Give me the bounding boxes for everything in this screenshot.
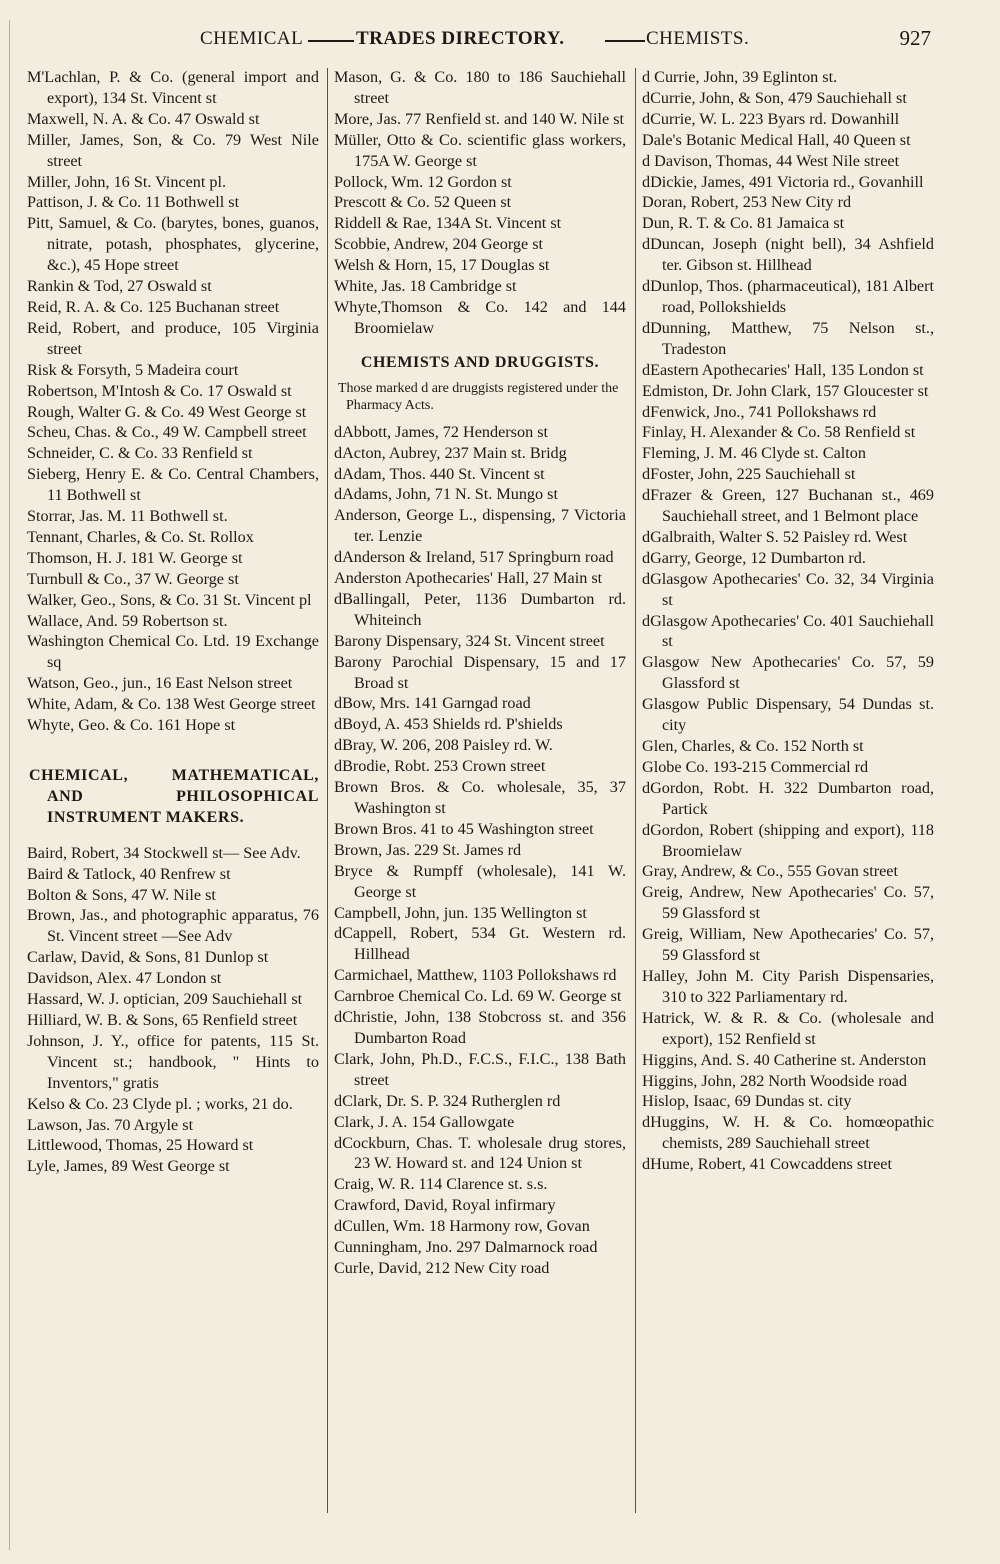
column-3 — [642, 67, 934, 1175]
directory-entry: Brown, Jas., and photographic apparatus, 76 St. Vincent street —See Adv — [27, 906, 319, 946]
directory-entry: Hatrick, W. & R. & Co. (wholesale and export), 152 Renfield st — [642, 1008, 934, 1048]
directory-entry: Brown Bros. & Co. wholesale, 35, 37 Washington st — [334, 778, 626, 817]
directory-entry: Hilliard, W. B. & Sons, 65 Renfield street — [27, 1010, 298, 1029]
directory-entry: Pollock, Wm. 12 Gordon st — [334, 172, 512, 191]
directory-entry: Robertson, M'Intosh & Co. 17 Oswald st — [27, 381, 292, 400]
directory-entry: dDuncan, Joseph (night bell), 34 Ashfield ter. Gibson st. Hillhead — [642, 235, 934, 275]
column-rule-1 — [327, 68, 328, 1513]
directory-entry: Scobbie, Andrew, 204 George st — [334, 235, 544, 254]
directory-entry: Lawson, Jas. 70 Argyle st — [27, 1115, 194, 1134]
directory-entry: dEastern Apothecaries' Hall, 135 London st — [642, 360, 924, 379]
directory-entry: Reid, Robert, and produce, 105 Virginia street — [27, 318, 319, 358]
directory-entry: Baird & Tatlock, 40 Renfrew st — [27, 864, 231, 883]
directory-entry: dBrodie, Robt. 253 Crown street — [334, 757, 546, 776]
directory-entry: M'Lachlan, P. & Co. (general import and export), 134 St. Vincent st — [27, 68, 319, 107]
directory-entry: dDickie, James, 491 Victoria rd., Govanhill — [642, 172, 924, 191]
directory-entry: Clark, John, Ph.D., F.C.S., F.I.C., 138 Bath street — [334, 1049, 626, 1089]
directory-entry: Glen, Charles, & Co. 152 North st — [642, 737, 864, 755]
directory-entry: dHume, Robert, 41 Cowcaddens street — [642, 1155, 892, 1174]
directory-entry: Wallace, And. 59 Robertson st. — [27, 611, 228, 630]
directory-entry: dAdams, John, 71 N. St. Mungo st — [334, 485, 558, 504]
directory-entry: Müller, Otto & Co. scientific glass workers, 175A W. George st — [334, 130, 626, 170]
directory-entry: Fleming, J. M. 46 Clyde st. Calton — [642, 444, 866, 463]
directory-entry: Greig, Andrew, New Apothecaries' Co. 57, 59 Glassford st — [642, 883, 934, 923]
directory-entry: dBoyd, A. 453 Shields rd. P'shields — [334, 715, 563, 734]
directory-entry: Carlaw, David, & Sons, 81 Dunlop st — [27, 948, 269, 967]
directory-entry: Littlewood, Thomas, 25 Howard st — [27, 1136, 254, 1155]
directory-entry: Anderson, George L., dispensing, 7 Victoria ter. Lenzie — [334, 506, 626, 546]
directory-entry: Watson, Geo., jun., 16 East Nelson street — [27, 674, 293, 693]
col2-section-entries — [334, 422, 626, 1279]
directory-entry: Mason, G. & Co. 180 to 186 Sauchiehall street — [334, 68, 626, 107]
col1-entries — [27, 67, 319, 736]
page-edge-rule — [9, 20, 10, 1550]
directory-entry: dBow, Mrs. 141 Garngad road — [334, 694, 531, 713]
directory-entry: Tennant, Charles, & Co. St. Rollox — [27, 527, 254, 546]
column-2 — [334, 67, 626, 1279]
header-center: TRADES DIRECTORY. — [356, 28, 565, 49]
directory-entry: Dale's Botanic Medical Hall, 40 Queen st — [642, 130, 911, 149]
directory-entry: d Davison, Thomas, 44 West Nile street — [642, 151, 900, 170]
directory-entry: Brown Bros. 41 to 45 Washington street — [334, 819, 594, 838]
directory-entry: Greig, William, New Apothecaries' Co. 57, 59 Glassford st — [642, 925, 934, 965]
directory-entry: dGordon, Robert (shipping and export), 118 Broomielaw — [642, 820, 934, 860]
directory-entry: dCurrie, John, & Son, 479 Sauchiehall st — [642, 88, 907, 107]
directory-entry: Craig, W. R. 114 Clarence st. s.s. — [334, 1175, 548, 1194]
header-dash-left — [308, 40, 354, 42]
directory-entry: dBray, W. 206, 208 Paisley rd. W. — [334, 736, 553, 755]
directory-entry: Campbell, John, jun. 135 Wellington st — [334, 903, 587, 922]
directory-entry: Schneider, C. & Co. 33 Renfield st — [27, 444, 253, 463]
directory-entry: More, Jas. 77 Renfield st. and 140 W. Nile st — [334, 109, 624, 128]
directory-entry: Lyle, James, 89 West George st — [27, 1157, 230, 1176]
column-rule-2 — [635, 68, 636, 1513]
column-1 — [27, 67, 319, 1177]
directory-entry: Curle, David, 212 New City road — [334, 1258, 550, 1277]
directory-entry: Miller, James, Son, & Co. 79 West Nile street — [27, 130, 319, 170]
directory-entry: Carnbroe Chemical Co. Ld. 69 W. George st — [334, 987, 622, 1006]
directory-entry: Clark, J. A. 154 Gallowgate — [334, 1112, 515, 1131]
section-title-instrument-makers: CHEMICAL, MATHEMATICAL, AND PHILOSOPHICAL INSTRUMENT MAKERS. — [29, 767, 319, 826]
directory-entry: Storrar, Jas. M. 11 Bothwell st. — [27, 507, 228, 526]
directory-entry: Brown, Jas. 229 St. James rd — [334, 840, 522, 859]
directory-entry: dHuggins, W. H. & Co. homœopathic chemists, 289 Sauchiehall street — [642, 1113, 934, 1153]
directory-entry: dGalbraith, Walter S. 52 Paisley rd. West — [642, 527, 908, 546]
directory-entry: dActon, Aubrey, 237 Main st. Bridg — [334, 443, 567, 462]
directory-entry: Whyte,Thomson & Co. 142 and 144 Broomielaw — [334, 297, 626, 337]
directory-entry: dCappell, Robert, 534 Gt. Western rd. Hillhead — [334, 924, 626, 964]
directory-entry: dBallingall, Peter, 1136 Dumbarton rd. Whiteinch — [334, 589, 626, 629]
directory-entry: Washington Chemical Co. Ltd. 19 Exchange sq — [27, 632, 319, 672]
directory-entry: Doran, Robert, 253 New City rd — [642, 193, 852, 212]
directory-entry: Halley, John M. City Parish Dispensaries, 310 to 322 Parliamentary rd. — [642, 966, 934, 1006]
directory-entry: Gray, Andrew, & Co., 555 Govan street — [642, 862, 898, 881]
directory-entry: dCockburn, Chas. T. wholesale drug stores, 23 W. Howard st. and 124 Union st — [334, 1133, 626, 1173]
directory-entry: Glasgow New Apothecaries' Co. 57, 59 Glassford st — [642, 653, 934, 693]
running-header — [200, 26, 935, 54]
directory-entry: dGlasgow Apothecaries' Co. 401 Sauchiehall st — [642, 611, 934, 651]
directory-entry: Riddell & Rae, 134A St. Vincent st — [334, 214, 562, 233]
directory-entry: Rankin & Tod, 27 Oswald st — [27, 277, 212, 296]
directory-entry: dChristie, John, 138 Stobcross st. and 356 Dumbarton Road — [334, 1008, 626, 1047]
directory-entry: Barony Dispensary, 324 St. Vincent street — [334, 631, 605, 650]
directory-entry: Reid, R. A. & Co. 125 Buchanan street — [27, 297, 280, 316]
directory-entry: d Currie, John, 39 Eglinton st. — [642, 68, 838, 86]
directory-entry: dFrazer & Green, 127 Buchanan st., 469 Sauchiehall street, and 1 Belmont place — [642, 486, 934, 526]
directory-entry: Scheu, Chas. & Co., 49 W. Campbell street — [27, 423, 307, 442]
col3-entries — [642, 67, 934, 1175]
directory-entry: dCullen, Wm. 18 Harmony row, Govan — [334, 1217, 590, 1236]
directory-entry: Crawford, David, Royal infirmary — [334, 1196, 556, 1215]
directory-entry: dDunlop, Thos. (pharmaceutical), 181 Albert road, Pollokshields — [642, 277, 934, 316]
directory-entry: Kelso & Co. 23 Clyde pl. ; works, 21 do. — [27, 1094, 293, 1113]
col1-section-entries — [27, 843, 319, 1178]
directory-entry: Risk & Forsyth, 5 Madeira court — [27, 360, 239, 379]
directory-entry: Davidson, Alex. 47 London st — [27, 969, 222, 988]
page-number: 927 — [899, 26, 931, 50]
directory-entry: Higgins, And. S. 40 Catherine st. Anderston — [642, 1050, 927, 1069]
directory-entry: dFenwick, Jno., 741 Pollokshaws rd — [642, 402, 877, 421]
section-note: Those marked d are druggists registered under the Pharmacy Acts. — [338, 380, 619, 413]
directory-entry: dDunning, Matthew, 75 Nelson st., Tradeston — [642, 318, 934, 358]
directory-entry: dClark, Dr. S. P. 324 Rutherglen rd — [334, 1091, 561, 1110]
directory-entry: Maxwell, N. A. & Co. 47 Oswald st — [27, 109, 260, 128]
directory-entry: Glasgow Public Dispensary, 54 Dundas st. city — [642, 695, 934, 735]
directory-entry: dAdam, Thos. 440 St. Vincent st — [334, 464, 545, 483]
directory-entry: Barony Parochial Dispensary, 15 and 17 Broad st — [334, 652, 626, 692]
directory-entry: Rough, Walter G. & Co. 49 West George st — [27, 402, 307, 421]
directory-entry: Walker, Geo., Sons, & Co. 31 St. Vincent pl — [27, 590, 312, 609]
directory-entry: White, Jas. 18 Cambridge st — [334, 277, 517, 296]
header-left: CHEMICAL — [200, 28, 304, 49]
col2-entries — [334, 67, 626, 339]
directory-entry: Hislop, Isaac, 69 Dundas st. city — [642, 1092, 852, 1111]
directory-entry: Globe Co. 193-215 Commercial rd — [642, 757, 869, 776]
directory-entry: Pattison, J. & Co. 11 Bothwell st — [27, 193, 240, 212]
directory-entry: Welsh & Horn, 15, 17 Douglas st — [334, 256, 550, 275]
directory-entry: Whyte, Geo. & Co. 161 Hope st — [27, 716, 236, 735]
directory-entry: Carmichael, Matthew, 1103 Pollokshaws rd — [334, 966, 617, 985]
header-dash-right — [605, 40, 645, 42]
directory-entry: Pitt, Samuel, & Co. (barytes, bones, guanos, nitrate, potash, phosphates, glycerine, &c.), 45 Hope street — [27, 214, 319, 275]
section-title-chemists-druggists: CHEMISTS AND DRUGGISTS. — [360, 353, 600, 371]
directory-entry: Hassard, W. J. optician, 209 Sauchiehall st — [27, 990, 303, 1009]
directory-entry: Finlay, H. Alexander & Co. 58 Renfield st — [642, 423, 916, 442]
directory-entry: dCurrie, W. L. 223 Byars rd. Dowanhill — [642, 109, 900, 128]
directory-entry: Thomson, H. J. 181 W. George st — [27, 548, 243, 567]
directory-entry: Anderston Apothecaries' Hall, 27 Main st — [334, 569, 603, 588]
directory-entry: Bolton & Sons, 47 W. Nile st — [27, 885, 216, 904]
directory-entry: Cunningham, Jno. 297 Dalmarnock road — [334, 1238, 598, 1257]
directory-entry: Baird, Robert, 34 Stockwell st— See Adv. — [27, 843, 301, 862]
directory-entry: Higgins, John, 282 North Woodside road — [642, 1071, 908, 1090]
directory-entry: Miller, John, 16 St. Vincent pl. — [27, 172, 227, 191]
directory-entry: dAbbott, James, 72 Henderson st — [334, 422, 549, 441]
directory-entry: dGlasgow Apothecaries' Co. 32, 34 Virginia st — [642, 569, 934, 609]
directory-entry: dFoster, John, 225 Sauchiehall st — [642, 465, 856, 484]
directory-entry: Sieberg, Henry E. & Co. Central Chambers, 11 Bothwell st — [27, 465, 319, 505]
directory-entry: Prescott & Co. 52 Queen st — [334, 193, 512, 212]
directory-entry: dGarry, George, 12 Dumbarton rd. — [642, 548, 866, 567]
header-right: CHEMISTS. — [646, 28, 750, 49]
directory-entry: White, Adam, & Co. 138 West George street — [27, 695, 316, 714]
directory-entry: Edmiston, Dr. John Clark, 157 Gloucester st — [642, 381, 929, 400]
directory-entry: Bryce & Rumpff (wholesale), 141 W. George st — [334, 861, 626, 901]
directory-entry: Turnbull & Co., 37 W. George st — [27, 569, 239, 588]
directory-entry: Johnson, J. Y., office for patents, 115 St. Vincent st.; handbook, " Hints to Inventors," gratis — [27, 1031, 319, 1092]
directory-entry: dAnderson & Ireland, 517 Springburn road — [334, 548, 614, 567]
directory-entry: dGordon, Robt. H. 322 Dumbarton road, Partick — [642, 778, 934, 818]
directory-entry: Dun, R. T. & Co. 81 Jamaica st — [642, 214, 845, 233]
